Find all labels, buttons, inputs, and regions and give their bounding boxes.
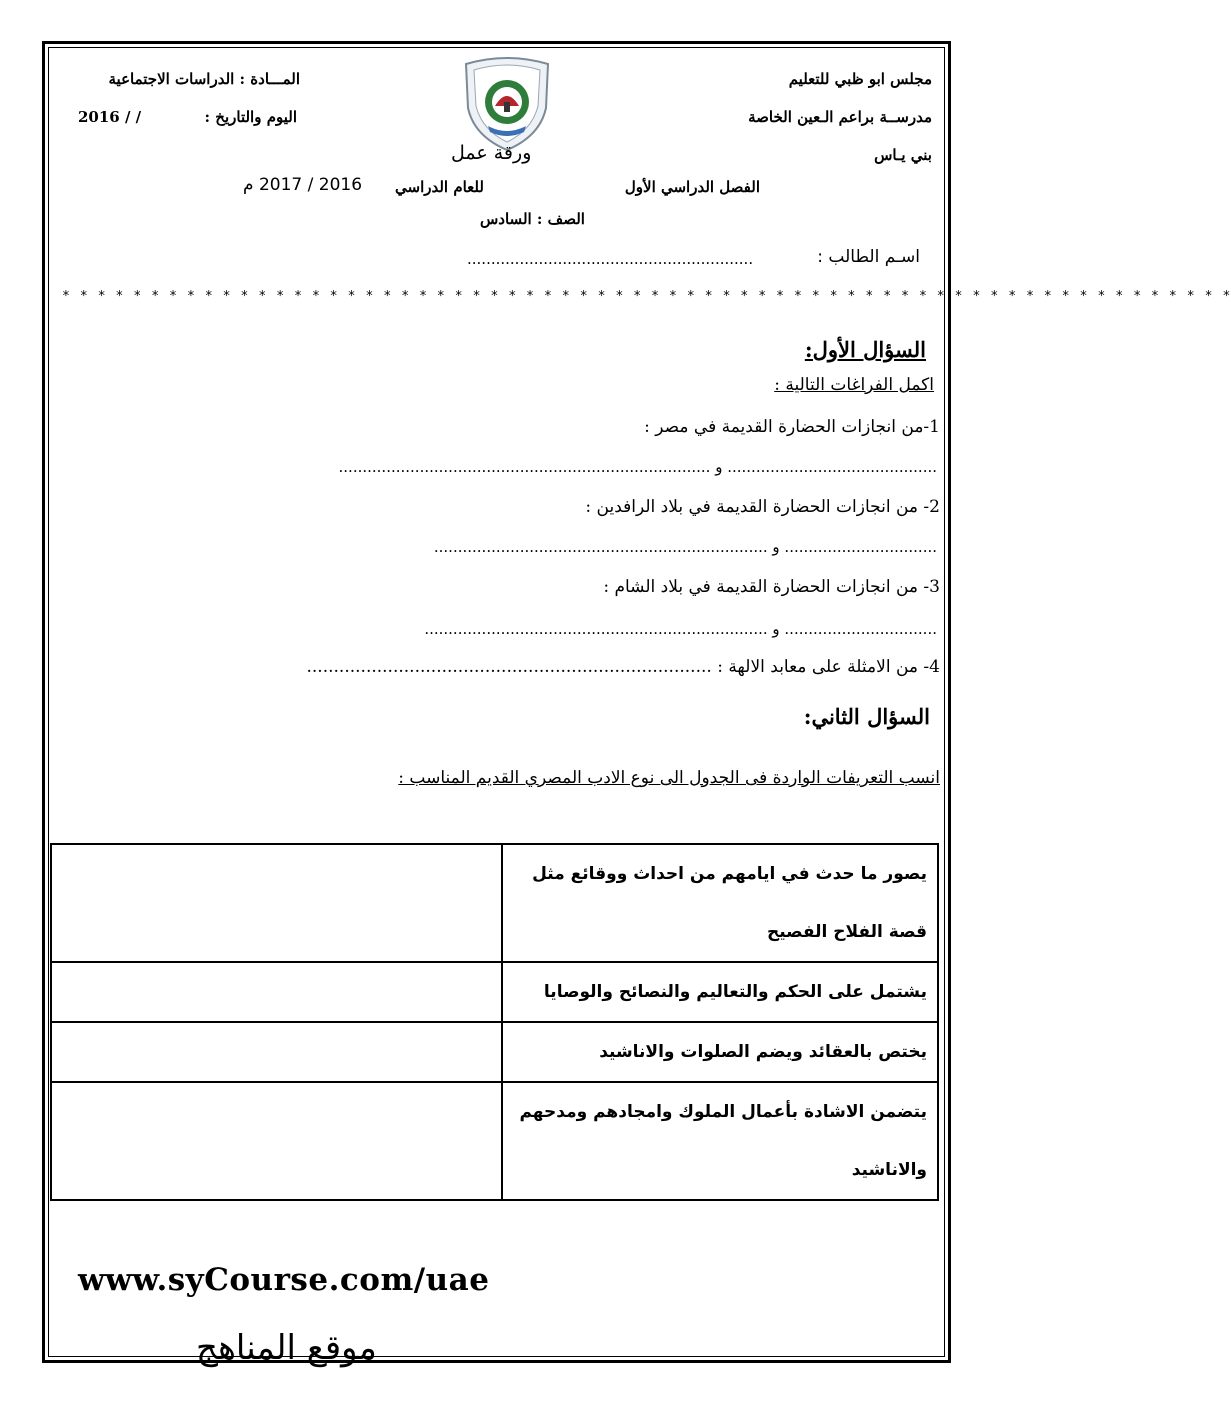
year-label: للعام الدراسي: [395, 178, 484, 196]
worksheet-title: ورقة عمل: [451, 142, 532, 164]
school-area: بني يـاس: [874, 146, 932, 164]
definition-cell: يشتمل على الحكم والتعاليم والنصائح والوصايا: [502, 962, 938, 1022]
student-name-field[interactable]: ............................................................: [467, 250, 754, 268]
year-value: 2016 / 2017 م: [243, 175, 363, 195]
definition-cell: يتضمن الاشادة بأعمال الملوك وامجادهم ومدحهم والاناشيد: [502, 1082, 938, 1200]
council-name: مجلس ابو ظبي للتعليم: [788, 70, 932, 88]
table-row: [51, 1022, 938, 1082]
grade-label: الصف : السادس: [480, 210, 585, 228]
answer-cell[interactable]: [51, 1082, 502, 1200]
table-row: [51, 1082, 938, 1200]
q1-item-1: 1-من انجازات الحضارة القديمة في مصر :: [644, 417, 940, 437]
student-name-label: اسـم الطالب :: [817, 247, 920, 267]
q1-item-3: 3- من انجازات الحضارة القديمة في بلاد الشام :: [603, 577, 940, 597]
q1-answer-3[interactable]: ................................ و ........................................................................: [424, 620, 937, 638]
question2-title: السؤال الثاني:: [803, 704, 930, 729]
school-name: مدرســة براعم الـعين الخاصة: [748, 108, 932, 126]
q1-item-4[interactable]: 4- من الامثلة على معابد الالهة : ...........................................................................: [306, 657, 940, 677]
question1-instruction: اكمل الفراغات التالية :: [774, 375, 934, 395]
question1-title: السؤال الأول:: [804, 337, 926, 362]
question2-instruction: انسب التعريفات الواردة فى الجدول الى نوع الادب المصري القديم المناسب :: [398, 768, 940, 788]
definition-cell: يصور ما حدث في ايامهم من احداث ووقائع مثل قصة الفلاح الفصيح: [502, 844, 938, 962]
date-label: اليوم والتاريخ :: [204, 108, 297, 126]
separator-stars: * * * * * * * * * * * * * * * * * * * * * * * * * * * * * * * * * * * * * * * * * * * * * * * * * * * * * * * * * * * * * * * * * *: [62, 289, 1231, 304]
q1-answer-1[interactable]: ............................................ و ..............................................................................: [338, 458, 937, 476]
school-logo-icon: [460, 56, 554, 152]
matching-table: [50, 843, 939, 1201]
semester-label: الفصل الدراسي الأول: [624, 178, 760, 196]
table-row: [51, 844, 938, 962]
date-value: 2016 / /: [78, 108, 142, 126]
answer-cell[interactable]: [51, 844, 502, 962]
footer-url-link[interactable]: www.syCourse.com/uae: [78, 1262, 490, 1298]
q1-item-2: 2- من انجازات الحضارة القديمة في بلاد الرافدين :: [585, 497, 940, 517]
table-row: [51, 962, 938, 1022]
definition-cell: يختص بالعقائد ويضم الصلوات والاناشيد: [502, 1022, 938, 1082]
subject-label: المـــادة : الدراسات الاجتماعية: [108, 70, 300, 88]
q1-answer-2[interactable]: ................................ و ......................................................................: [433, 538, 937, 556]
answer-cell[interactable]: [51, 1022, 502, 1082]
answer-cell[interactable]: [51, 962, 502, 1022]
footer-site-name: موقع المناهج: [196, 1328, 377, 1368]
